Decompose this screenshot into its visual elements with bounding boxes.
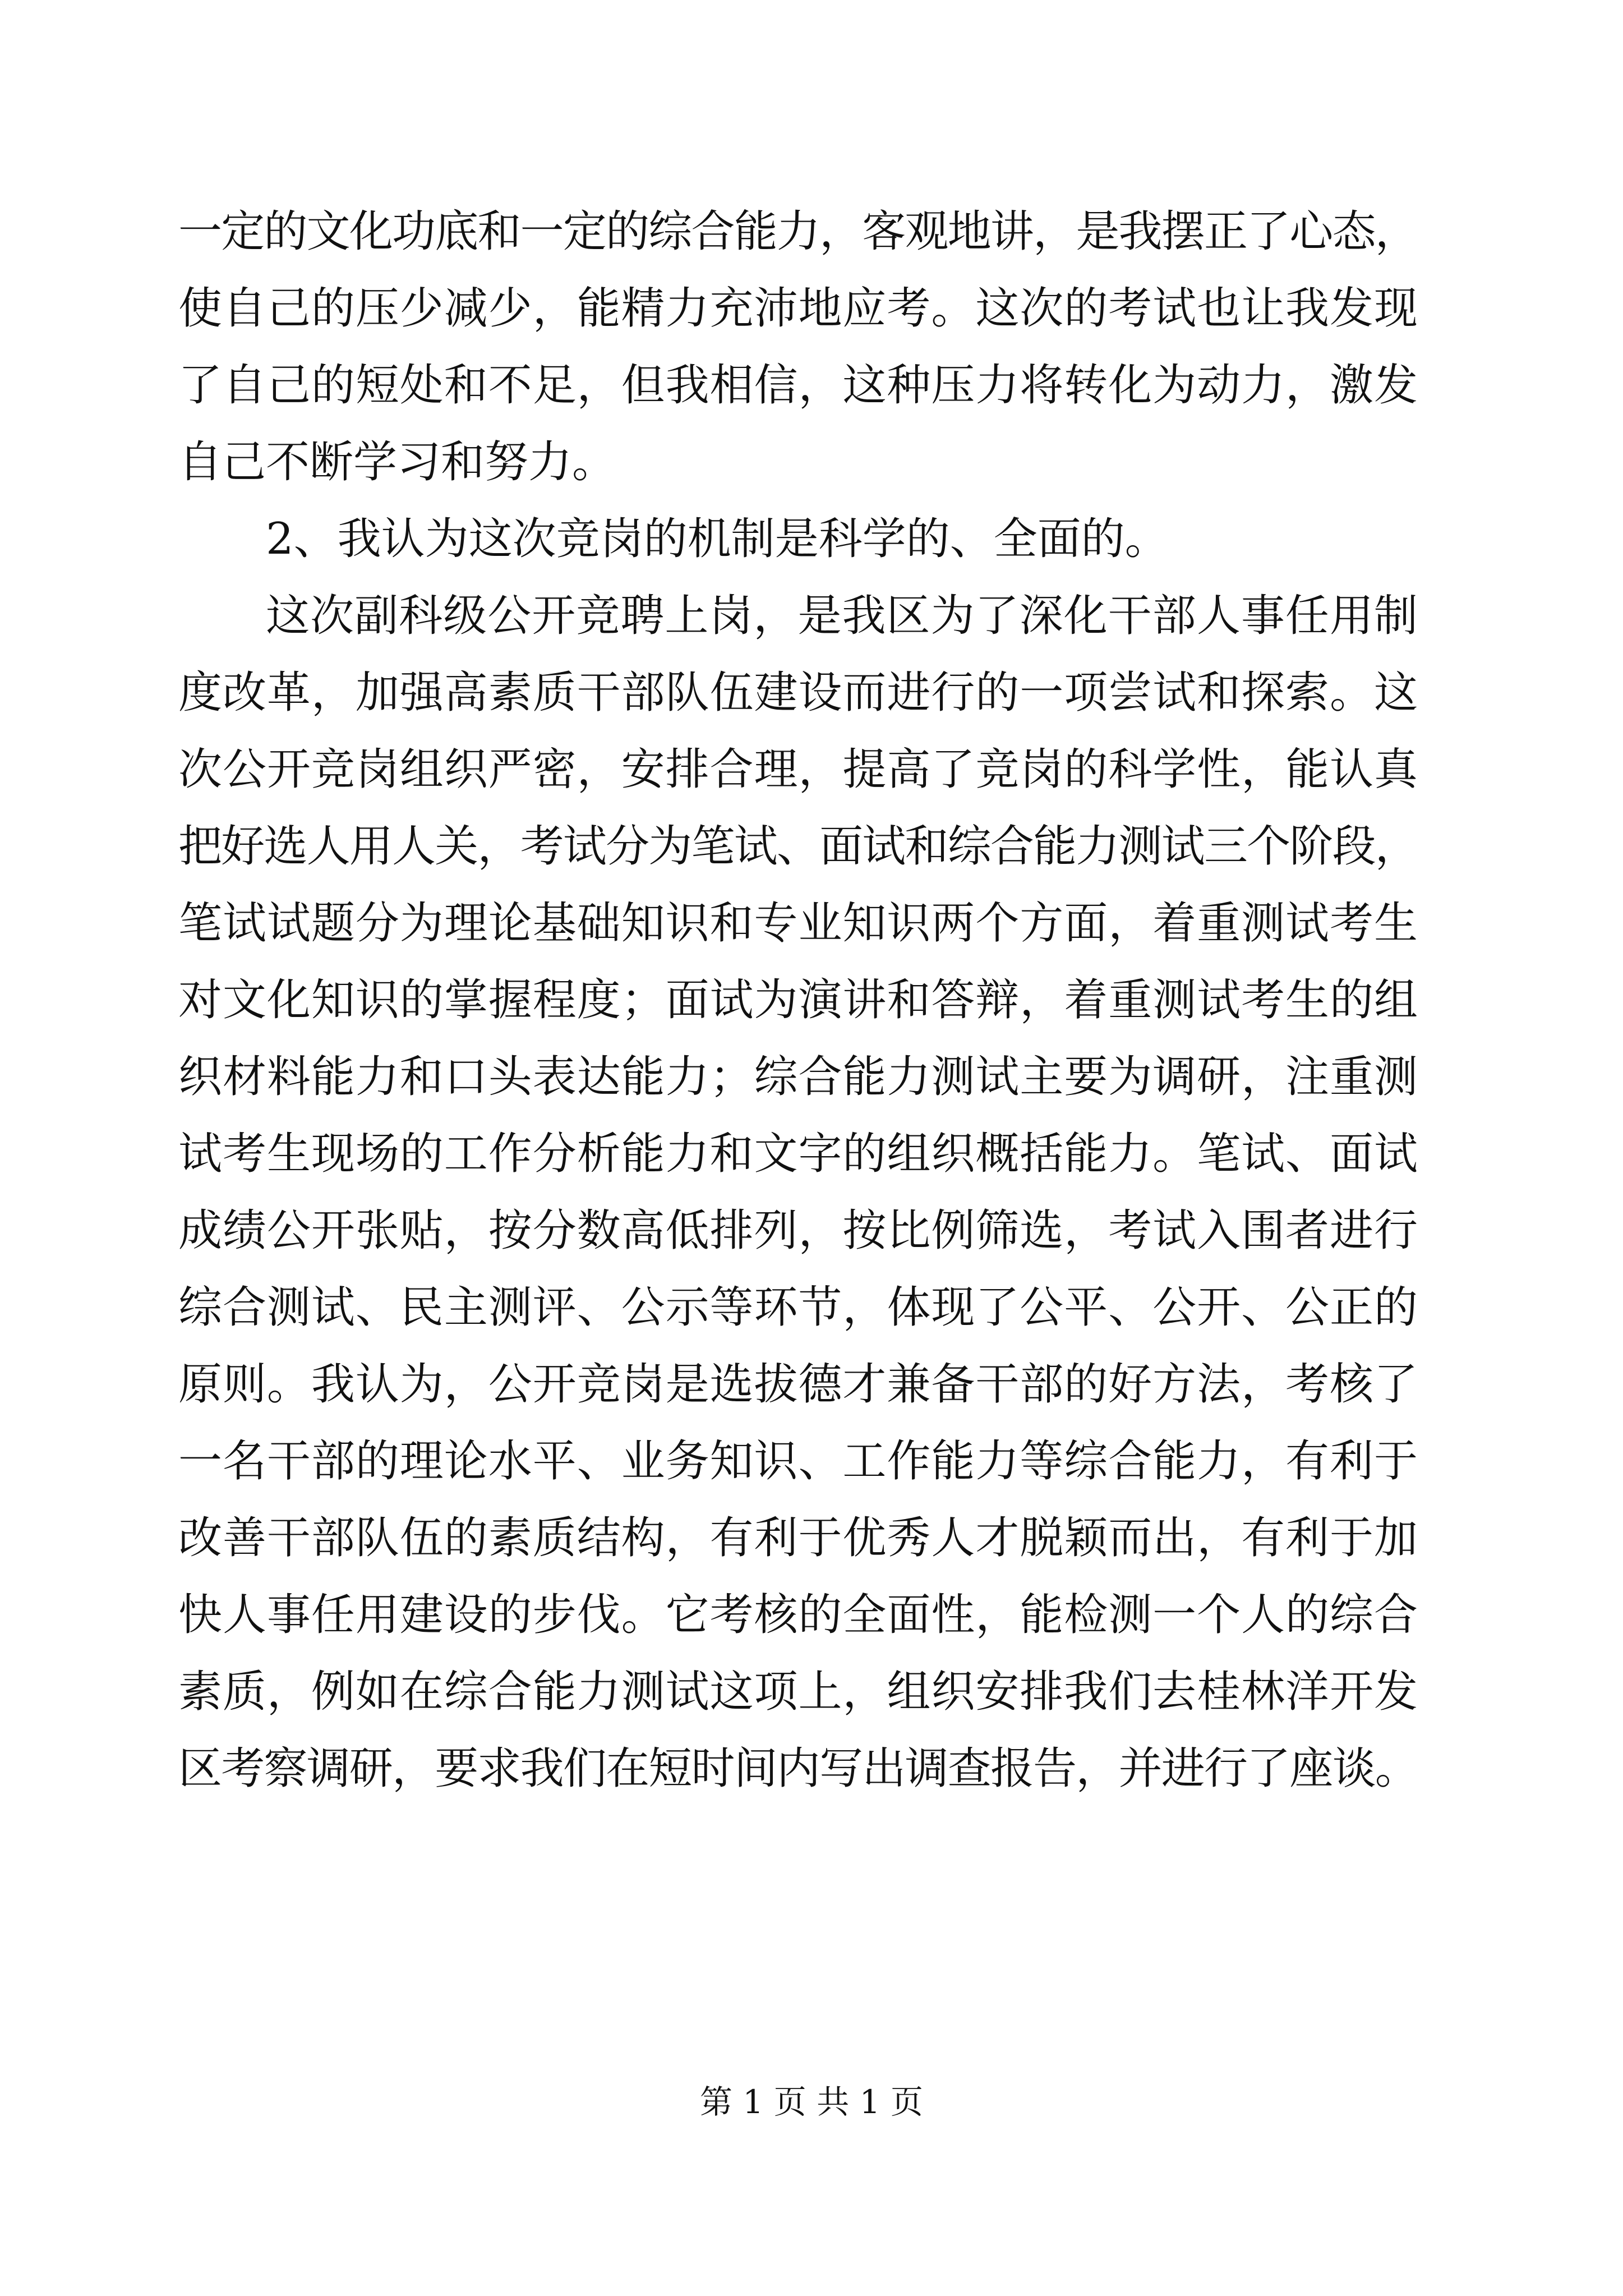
text-line-content: 自己不断学习和努力。 (178, 437, 616, 487)
text-line (178, 1577, 1418, 1654)
text-line (178, 424, 1418, 501)
text-line (178, 1346, 1418, 1423)
page-footer: 第 1 页 共 1 页 (700, 2083, 923, 2121)
text-line (178, 578, 1418, 655)
text-line-content: 2、我认为这次竞岗的机制是科学的、全面的。 (266, 514, 1169, 564)
text-line-content: 区考察调研，要求我们在短时间内写出调查报告，并进行了座谈。 (178, 1743, 1418, 1794)
text-line-content: 改善干部队伍的素质结构，有利于优秀人才脱颖而出，有利于加 (178, 1513, 1418, 1563)
text-line (178, 270, 1418, 347)
text-line (178, 962, 1418, 1039)
body-text (178, 194, 1418, 1807)
text-line (178, 194, 1418, 270)
text-line-content: 度改革，加强高素质干部队伍建设而进行的一项尝试和探索。这 (178, 668, 1418, 718)
text-line (178, 885, 1418, 962)
text-line (178, 1193, 1418, 1269)
text-line-content: 次公开竞岗组织严密，安排合理，提高了竞岗的科学性，能认真 (178, 744, 1418, 795)
text-line-content: 原则。我认为，公开竞岗是选拔德才兼备干部的好方法，考核了 (178, 1359, 1418, 1410)
text-line-content: 综合测试、民主测评、公示等环节，体现了公平、公开、公正的 (178, 1282, 1418, 1333)
text-line (178, 501, 1418, 578)
text-line-content: 一定的文化功底和一定的综合能力，客观地讲，是我摆正了心态， (178, 206, 1418, 257)
text-line (178, 1500, 1418, 1577)
text-line-content: 这次副科级公开竞聘上岗，是我区为了深化干部人事任用制 (266, 591, 1418, 641)
text-line (178, 1654, 1418, 1731)
text-line-content: 素质，例如在综合能力测试这项上，组织安排我们去桂林洋开发 (178, 1667, 1418, 1717)
text-line (178, 1269, 1418, 1346)
text-line-content: 把好选人用人关，考试分为笔试、面试和综合能力测试三个阶段， (178, 821, 1418, 872)
text-line (178, 655, 1418, 731)
text-line-content: 使自己的压少减少，能精力充沛地应考。这次的考试也让我发现 (178, 283, 1418, 334)
text-line (178, 808, 1418, 885)
text-line (178, 1039, 1418, 1116)
text-line-content: 笔试试题分为理论基础知识和专业知识两个方面，着重测试考生 (178, 898, 1418, 949)
text-line-content: 试考生现场的工作分析能力和文字的组织概括能力。笔试、面试 (178, 1129, 1418, 1179)
text-line-content: 快人事任用建设的步伐。它考核的全面性，能检测一个人的综合 (178, 1590, 1418, 1640)
text-line (178, 1731, 1418, 1807)
text-line (178, 1116, 1418, 1193)
text-line (178, 347, 1418, 424)
text-line (178, 1423, 1418, 1500)
text-line-content: 了自己的短处和不足，但我相信，这种压力将转化为动力，激发 (178, 360, 1418, 411)
text-line (178, 731, 1418, 808)
text-line-content: 对文化知识的掌握程度；面试为演讲和答辩，着重测试考生的组 (178, 975, 1418, 1025)
text-line-content: 织材料能力和口头表达能力；综合能力测试主要为调研，注重测 (178, 1052, 1418, 1102)
text-line-content: 一名干部的理论水平、业务知识、工作能力等综合能力，有利于 (178, 1436, 1418, 1487)
text-line-content: 成绩公开张贴，按分数高低排列，按比例筛选，考试入围者进行 (178, 1205, 1418, 1256)
